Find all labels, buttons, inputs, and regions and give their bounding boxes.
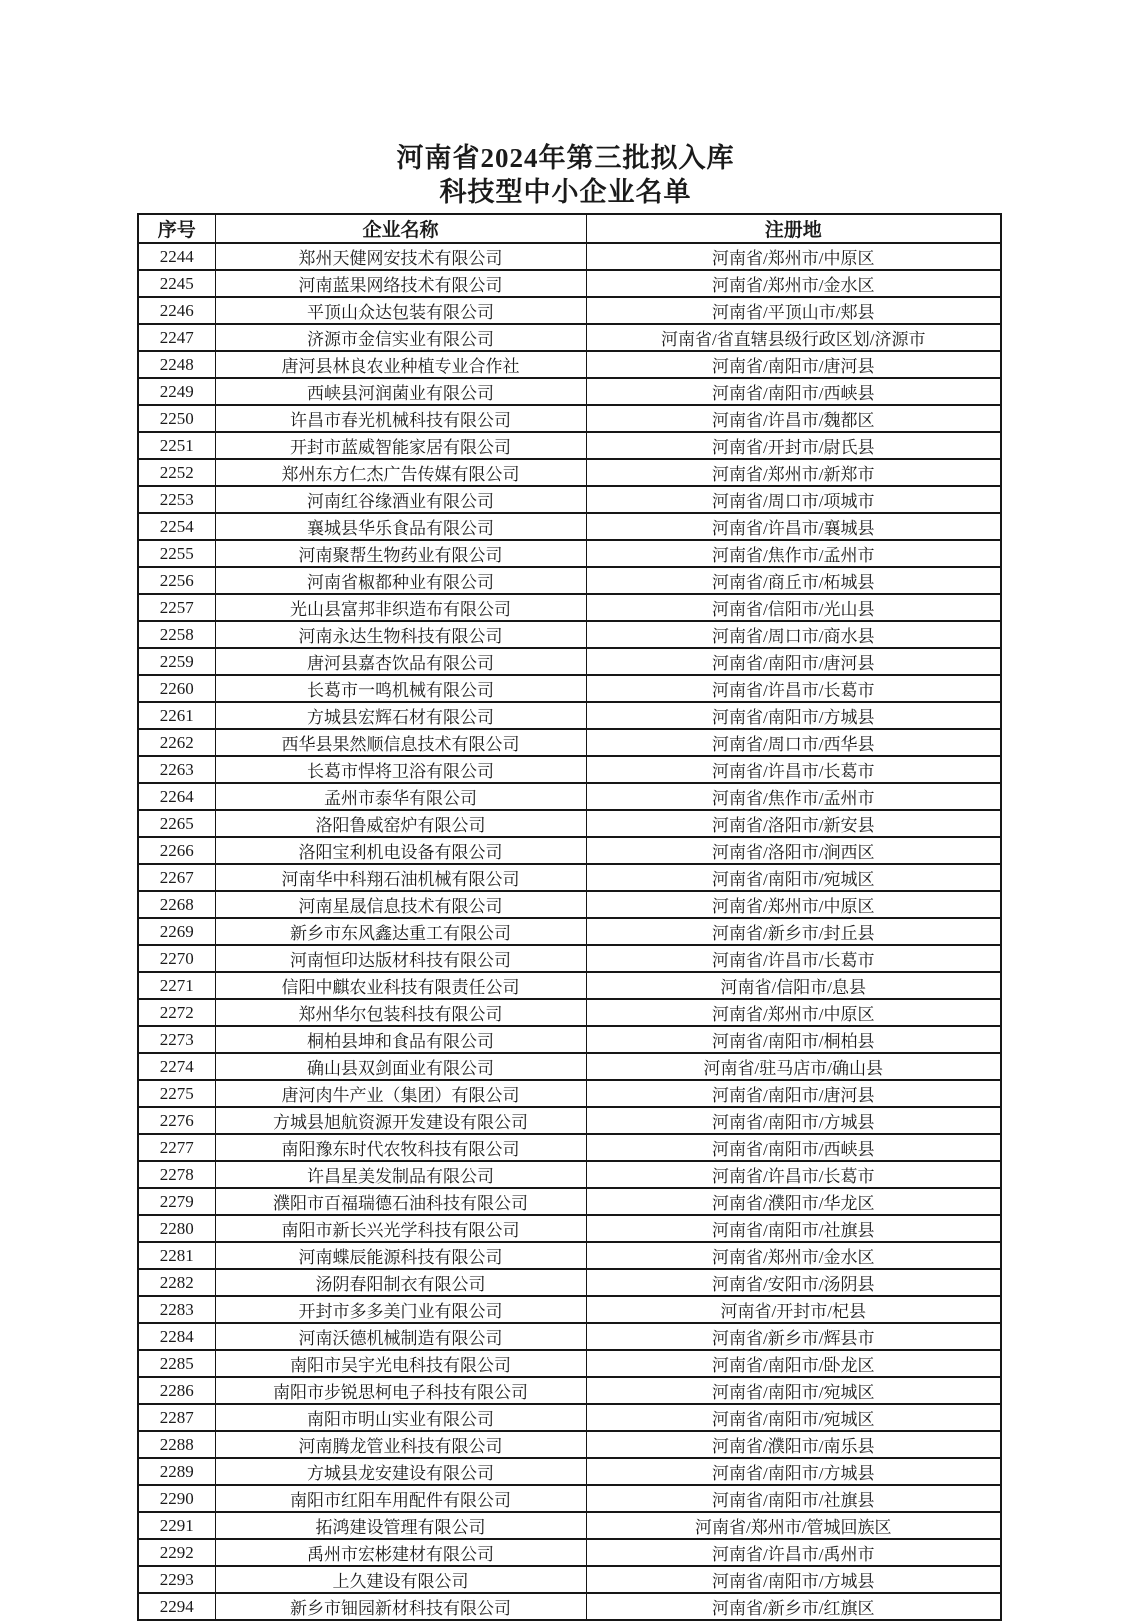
table-row <box>138 1539 1001 1566</box>
table-row <box>138 1107 1001 1134</box>
cell-region: 河南省/许昌市/长葛市 <box>586 945 1001 972</box>
cell-company-name: 郑州天健网安技术有限公司 <box>215 243 586 270</box>
cell-seq: 2256 <box>138 567 215 594</box>
cell-region: 河南省/信阳市/息县 <box>586 972 1001 999</box>
table-row <box>138 621 1001 648</box>
cell-region: 河南省/郑州市/中原区 <box>586 243 1001 270</box>
cell-seq: 2259 <box>138 648 215 675</box>
cell-region: 河南省/驻马店市/确山县 <box>586 1053 1001 1080</box>
cell-seq: 2247 <box>138 324 215 351</box>
cell-company-name: 南阳市吴宇光电科技有限公司 <box>215 1350 586 1377</box>
cell-region: 河南省/南阳市/桐柏县 <box>586 1026 1001 1053</box>
cell-region: 河南省/南阳市/宛城区 <box>586 1377 1001 1404</box>
table-row <box>138 1269 1001 1296</box>
cell-company-name: 方城县旭航资源开发建设有限公司 <box>215 1107 586 1134</box>
cell-seq: 2292 <box>138 1539 215 1566</box>
cell-region: 河南省/郑州市/金水区 <box>586 270 1001 297</box>
cell-seq: 2266 <box>138 837 215 864</box>
cell-seq: 2273 <box>138 1026 215 1053</box>
cell-region: 河南省/周口市/商水县 <box>586 621 1001 648</box>
table-row <box>138 918 1001 945</box>
table-body <box>138 243 1001 1620</box>
cell-region: 河南省/周口市/项城市 <box>586 486 1001 513</box>
cell-seq: 2255 <box>138 540 215 567</box>
table-row <box>138 1215 1001 1242</box>
table-row <box>138 1350 1001 1377</box>
cell-region: 河南省/周口市/西华县 <box>586 729 1001 756</box>
cell-seq: 2288 <box>138 1431 215 1458</box>
cell-region: 河南省/新乡市/辉县市 <box>586 1323 1001 1350</box>
table-row <box>138 1593 1001 1620</box>
title-line-2: 科技型中小企业名单 <box>439 177 692 207</box>
cell-company-name: 禹州市宏彬建材有限公司 <box>215 1539 586 1566</box>
cell-seq: 2252 <box>138 459 215 486</box>
cell-region: 河南省/南阳市/社旗县 <box>586 1485 1001 1512</box>
cell-company-name: 南阳市新长兴光学科技有限公司 <box>215 1215 586 1242</box>
cell-region: 河南省/洛阳市/涧西区 <box>586 837 1001 864</box>
cell-seq: 2265 <box>138 810 215 837</box>
cell-region: 河南省/南阳市/西峡县 <box>586 1134 1001 1161</box>
cell-region: 河南省/南阳市/卧龙区 <box>586 1350 1001 1377</box>
table-row <box>138 324 1001 351</box>
cell-company-name: 平顶山众达包装有限公司 <box>215 297 586 324</box>
cell-company-name: 开封市多多美门业有限公司 <box>215 1296 586 1323</box>
table-row <box>138 756 1001 783</box>
cell-seq: 2290 <box>138 1485 215 1512</box>
cell-region: 河南省/许昌市/魏都区 <box>586 405 1001 432</box>
cell-seq: 2261 <box>138 702 215 729</box>
cell-company-name: 南阳市步锐思柯电子科技有限公司 <box>215 1377 586 1404</box>
cell-company-name: 河南星晟信息技术有限公司 <box>215 891 586 918</box>
cell-seq: 2280 <box>138 1215 215 1242</box>
cell-region: 河南省/郑州市/管城回族区 <box>586 1512 1001 1539</box>
cell-region: 河南省/南阳市/西峡县 <box>586 378 1001 405</box>
table-row <box>138 297 1001 324</box>
cell-region: 河南省/南阳市/方城县 <box>586 702 1001 729</box>
cell-region: 河南省/南阳市/方城县 <box>586 1107 1001 1134</box>
cell-region: 河南省/安阳市/汤阴县 <box>586 1269 1001 1296</box>
cell-company-name: 濮阳市百福瑞德石油科技有限公司 <box>215 1188 586 1215</box>
table-row <box>138 486 1001 513</box>
table-row <box>138 1296 1001 1323</box>
table-row <box>138 1431 1001 1458</box>
cell-company-name: 河南省椒都种业有限公司 <box>215 567 586 594</box>
cell-region: 河南省/洛阳市/新安县 <box>586 810 1001 837</box>
cell-seq: 2267 <box>138 864 215 891</box>
cell-company-name: 西华县果然顺信息技术有限公司 <box>215 729 586 756</box>
table-row <box>138 1323 1001 1350</box>
cell-company-name: 西峡县河润菌业有限公司 <box>215 378 586 405</box>
cell-company-name: 新乡市东风鑫达重工有限公司 <box>215 918 586 945</box>
table-row <box>138 1161 1001 1188</box>
cell-seq: 2269 <box>138 918 215 945</box>
cell-region: 河南省/商丘市/柘城县 <box>586 567 1001 594</box>
cell-seq: 2277 <box>138 1134 215 1161</box>
cell-region: 河南省/南阳市/唐河县 <box>586 1080 1001 1107</box>
cell-company-name: 光山县富邦非织造布有限公司 <box>215 594 586 621</box>
cell-seq: 2279 <box>138 1188 215 1215</box>
table-row <box>138 270 1001 297</box>
cell-company-name: 河南蓝果网络技术有限公司 <box>215 270 586 297</box>
table-row <box>138 972 1001 999</box>
table-row <box>138 1053 1001 1080</box>
cell-seq: 2270 <box>138 945 215 972</box>
table-row <box>138 243 1001 270</box>
table-row <box>138 864 1001 891</box>
table-row <box>138 351 1001 378</box>
title-line-1: 河南省2024年第三批拟入库 <box>396 143 735 173</box>
cell-company-name: 汤阴春阳制衣有限公司 <box>215 1269 586 1296</box>
cell-region: 河南省/南阳市/唐河县 <box>586 648 1001 675</box>
table-row <box>138 1188 1001 1215</box>
cell-region: 河南省/平顶山市/郏县 <box>586 297 1001 324</box>
cell-region: 河南省/郑州市/新郑市 <box>586 459 1001 486</box>
cell-seq: 2251 <box>138 432 215 459</box>
table-row <box>138 405 1001 432</box>
cell-company-name: 南阳市明山实业有限公司 <box>215 1404 586 1431</box>
cell-company-name: 郑州华尔包装科技有限公司 <box>215 999 586 1026</box>
table-row <box>138 675 1001 702</box>
cell-company-name: 桐柏县坤和食品有限公司 <box>215 1026 586 1053</box>
cell-seq: 2272 <box>138 999 215 1026</box>
table-row <box>138 999 1001 1026</box>
cell-seq: 2294 <box>138 1593 215 1620</box>
cell-company-name: 洛阳鲁威窑炉有限公司 <box>215 810 586 837</box>
cell-seq: 2245 <box>138 270 215 297</box>
cell-seq: 2287 <box>138 1404 215 1431</box>
cell-seq: 2244 <box>138 243 215 270</box>
cell-region: 河南省/信阳市/光山县 <box>586 594 1001 621</box>
cell-company-name: 河南红谷缘酒业有限公司 <box>215 486 586 513</box>
cell-region: 河南省/郑州市/金水区 <box>586 1242 1001 1269</box>
cell-seq: 2283 <box>138 1296 215 1323</box>
table-row <box>138 513 1001 540</box>
cell-region: 河南省/南阳市/宛城区 <box>586 1404 1001 1431</box>
cell-company-name: 新乡市钿园新材科技有限公司 <box>215 1593 586 1620</box>
cell-seq: 2246 <box>138 297 215 324</box>
table-row <box>138 432 1001 459</box>
cell-company-name: 孟州市泰华有限公司 <box>215 783 586 810</box>
cell-seq: 2286 <box>138 1377 215 1404</box>
cell-region: 河南省/濮阳市/南乐县 <box>586 1431 1001 1458</box>
cell-company-name: 拓鸿建设管理有限公司 <box>215 1512 586 1539</box>
table-row <box>138 783 1001 810</box>
table-row <box>138 1458 1001 1485</box>
cell-seq: 2253 <box>138 486 215 513</box>
cell-company-name: 唐河县嘉杏饮品有限公司 <box>215 648 586 675</box>
cell-company-name: 方城县宏辉石材有限公司 <box>215 702 586 729</box>
cell-region: 河南省/许昌市/长葛市 <box>586 756 1001 783</box>
cell-region: 河南省/南阳市/唐河县 <box>586 351 1001 378</box>
cell-company-name: 许昌市春光机械科技有限公司 <box>215 405 586 432</box>
cell-region: 河南省/开封市/杞县 <box>586 1296 1001 1323</box>
table-row <box>138 702 1001 729</box>
column-header-region: 注册地 <box>586 214 1001 243</box>
cell-seq: 2289 <box>138 1458 215 1485</box>
cell-seq: 2260 <box>138 675 215 702</box>
cell-region: 河南省/郑州市/中原区 <box>586 891 1001 918</box>
table-row <box>138 1026 1001 1053</box>
cell-region: 河南省/许昌市/襄城县 <box>586 513 1001 540</box>
table-row <box>138 594 1001 621</box>
cell-seq: 2263 <box>138 756 215 783</box>
cell-seq: 2262 <box>138 729 215 756</box>
cell-company-name: 河南恒印达版材科技有限公司 <box>215 945 586 972</box>
cell-region: 河南省/焦作市/孟州市 <box>586 783 1001 810</box>
cell-seq: 2291 <box>138 1512 215 1539</box>
cell-region: 河南省/许昌市/长葛市 <box>586 675 1001 702</box>
table-row <box>138 1377 1001 1404</box>
cell-company-name: 信阳中麒农业科技有限责任公司 <box>215 972 586 999</box>
table-row <box>138 1080 1001 1107</box>
cell-company-name: 洛阳宝利机电设备有限公司 <box>215 837 586 864</box>
cell-company-name: 南阳豫东时代农牧科技有限公司 <box>215 1134 586 1161</box>
cell-seq: 2268 <box>138 891 215 918</box>
table-row <box>138 459 1001 486</box>
cell-company-name: 长葛市悍将卫浴有限公司 <box>215 756 586 783</box>
cell-region: 河南省/许昌市/长葛市 <box>586 1161 1001 1188</box>
table-row <box>138 1512 1001 1539</box>
table-row <box>138 1134 1001 1161</box>
cell-company-name: 长葛市一鸣机械有限公司 <box>215 675 586 702</box>
cell-company-name: 河南永达生物科技有限公司 <box>215 621 586 648</box>
cell-company-name: 许昌星美发制品有限公司 <box>215 1161 586 1188</box>
cell-company-name: 开封市蓝威智能家居有限公司 <box>215 432 586 459</box>
cell-company-name: 襄城县华乐食品有限公司 <box>215 513 586 540</box>
cell-seq: 2264 <box>138 783 215 810</box>
cell-region: 河南省/新乡市/封丘县 <box>586 918 1001 945</box>
header-row <box>138 214 1001 243</box>
cell-seq: 2274 <box>138 1053 215 1080</box>
cell-seq: 2281 <box>138 1242 215 1269</box>
cell-seq: 2282 <box>138 1269 215 1296</box>
company-table <box>137 213 1002 1621</box>
cell-company-name: 确山县双剑面业有限公司 <box>215 1053 586 1080</box>
cell-seq: 2254 <box>138 513 215 540</box>
cell-company-name: 河南沃德机械制造有限公司 <box>215 1323 586 1350</box>
cell-seq: 2284 <box>138 1323 215 1350</box>
cell-region: 河南省/濮阳市/华龙区 <box>586 1188 1001 1215</box>
cell-seq: 2271 <box>138 972 215 999</box>
table-row <box>138 567 1001 594</box>
table-row <box>138 648 1001 675</box>
cell-seq: 2257 <box>138 594 215 621</box>
cell-company-name: 河南蝶辰能源科技有限公司 <box>215 1242 586 1269</box>
cell-region: 河南省/省直辖县级行政区划/济源市 <box>586 324 1001 351</box>
cell-company-name: 唐河县林良农业种植专业合作社 <box>215 351 586 378</box>
cell-region: 河南省/许昌市/禹州市 <box>586 1539 1001 1566</box>
cell-seq: 2258 <box>138 621 215 648</box>
cell-seq: 2278 <box>138 1161 215 1188</box>
table-row <box>138 891 1001 918</box>
table-row <box>138 1566 1001 1593</box>
cell-company-name: 河南华中科翔石油机械有限公司 <box>215 864 586 891</box>
table-header <box>138 214 1001 243</box>
cell-company-name: 河南聚帮生物药业有限公司 <box>215 540 586 567</box>
table-row <box>138 378 1001 405</box>
table-row <box>138 1242 1001 1269</box>
cell-region: 河南省/开封市/尉氏县 <box>586 432 1001 459</box>
cell-seq: 2276 <box>138 1107 215 1134</box>
cell-company-name: 济源市金信实业有限公司 <box>215 324 586 351</box>
table-row <box>138 837 1001 864</box>
cell-seq: 2285 <box>138 1350 215 1377</box>
cell-region: 河南省/郑州市/中原区 <box>586 999 1001 1026</box>
cell-company-name: 唐河肉牛产业（集团）有限公司 <box>215 1080 586 1107</box>
cell-seq: 2275 <box>138 1080 215 1107</box>
cell-company-name: 郑州东方仁杰广告传媒有限公司 <box>215 459 586 486</box>
cell-region: 河南省/焦作市/孟州市 <box>586 540 1001 567</box>
cell-seq: 2248 <box>138 351 215 378</box>
cell-seq: 2249 <box>138 378 215 405</box>
table-row <box>138 1404 1001 1431</box>
cell-company-name: 南阳市红阳车用配件有限公司 <box>215 1485 586 1512</box>
column-header-company-name: 企业名称 <box>215 214 586 243</box>
cell-region: 河南省/南阳市/宛城区 <box>586 864 1001 891</box>
cell-region: 河南省/南阳市/社旗县 <box>586 1215 1001 1242</box>
table-row <box>138 810 1001 837</box>
page-title <box>0 141 1131 209</box>
cell-region: 河南省/新乡市/红旗区 <box>586 1593 1001 1620</box>
cell-company-name: 河南腾龙管业科技有限公司 <box>215 1431 586 1458</box>
cell-region: 河南省/南阳市/方城县 <box>586 1566 1001 1593</box>
cell-company-name: 上久建设有限公司 <box>215 1566 586 1593</box>
column-header-seq: 序号 <box>138 214 215 243</box>
cell-region: 河南省/南阳市/方城县 <box>586 1458 1001 1485</box>
table-row <box>138 540 1001 567</box>
table-row <box>138 945 1001 972</box>
table-row <box>138 729 1001 756</box>
cell-seq: 2293 <box>138 1566 215 1593</box>
cell-company-name: 方城县龙安建设有限公司 <box>215 1458 586 1485</box>
cell-seq: 2250 <box>138 405 215 432</box>
table-row <box>138 1485 1001 1512</box>
